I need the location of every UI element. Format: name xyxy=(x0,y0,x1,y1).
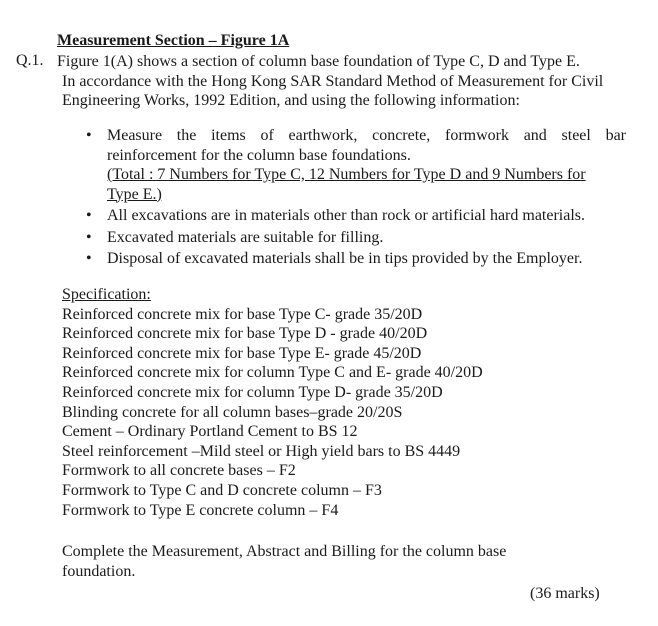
specification-block xyxy=(62,285,483,520)
closing-instruction xyxy=(62,542,532,581)
bullet-icon: • xyxy=(86,207,92,224)
closing-line-1: Complete the Measurement, Abstract and Billing for the column base xyxy=(62,543,507,560)
spec-line: Formwork to all concrete bases – F2 xyxy=(62,462,296,480)
section-heading: Measurement Section – Figure 1A xyxy=(57,32,290,49)
bullet-icon: • xyxy=(86,250,92,267)
specification-title: Specification: xyxy=(62,286,151,303)
bullet-1-line-2: reinforcement for the column base foundations. xyxy=(107,146,411,164)
question-number: Q.1. xyxy=(16,52,44,69)
spec-line: Reinforced concrete mix for base Type E- grade 45/20D xyxy=(62,344,422,362)
question-line-1: Figure 1(A) shows a section of column base foundation of Type C, D and Type E. xyxy=(57,53,580,70)
question-text xyxy=(57,52,642,111)
bullet-1-total-line-1: (Total : 7 Numbers for Type C, 12 Numbers for Type D and 9 Numbers for xyxy=(107,166,586,183)
question-line-3: Engineering Works, 1992 Edition, and using the following information: xyxy=(62,92,520,109)
bullet-3-text: Excavated materials are suitable for filling. xyxy=(107,228,384,246)
list-item xyxy=(86,126,626,204)
spec-line: Steel reinforcement –Mild steel or High yield bars to BS 4449 xyxy=(62,442,461,460)
spec-line: Cement – Ordinary Portland Cement to BS 12 xyxy=(62,423,358,441)
spec-line: Reinforced concrete mix for base Type D - grade 40/20D xyxy=(62,325,428,343)
spec-line: Reinforced concrete mix for base Type C- grade 35/20D xyxy=(62,305,423,323)
spec-line: Formwork to Type C and D concrete column – F3 xyxy=(62,481,382,499)
instruction-list xyxy=(86,126,626,271)
bullet-icon: • xyxy=(86,228,92,246)
spec-line: Reinforced concrete mix for column Type C and E- grade 40/20D xyxy=(62,364,483,382)
closing-line-2: foundation. xyxy=(62,562,136,580)
list-item xyxy=(86,228,626,248)
bullet-1-total-line-2: Type E.) xyxy=(107,185,162,203)
spec-line: Blinding concrete for all column bases–grade 20/20S xyxy=(62,403,403,421)
bullet-icon: • xyxy=(86,127,92,144)
list-item xyxy=(86,206,626,226)
spec-line: Formwork to Type E concrete column – F4 xyxy=(62,501,339,519)
bullet-4-text: Disposal of excavated materials shall be in tips provided by the Employer. xyxy=(107,250,583,267)
spec-line: Reinforced concrete mix for column Type D- grade 35/20D xyxy=(62,383,443,401)
bullet-2-text: All excavations are in materials other than rock or artificial hard materials. xyxy=(107,207,586,224)
marks-label: (36 marks) xyxy=(530,585,600,602)
list-item xyxy=(86,249,626,269)
bullet-1-line-1: Measure the items of earthwork, concrete, formwork and steel bar xyxy=(107,127,626,144)
question-line-2: In accordance with the Hong Kong SAR Standard Method of Measurement for Civil xyxy=(62,72,604,90)
